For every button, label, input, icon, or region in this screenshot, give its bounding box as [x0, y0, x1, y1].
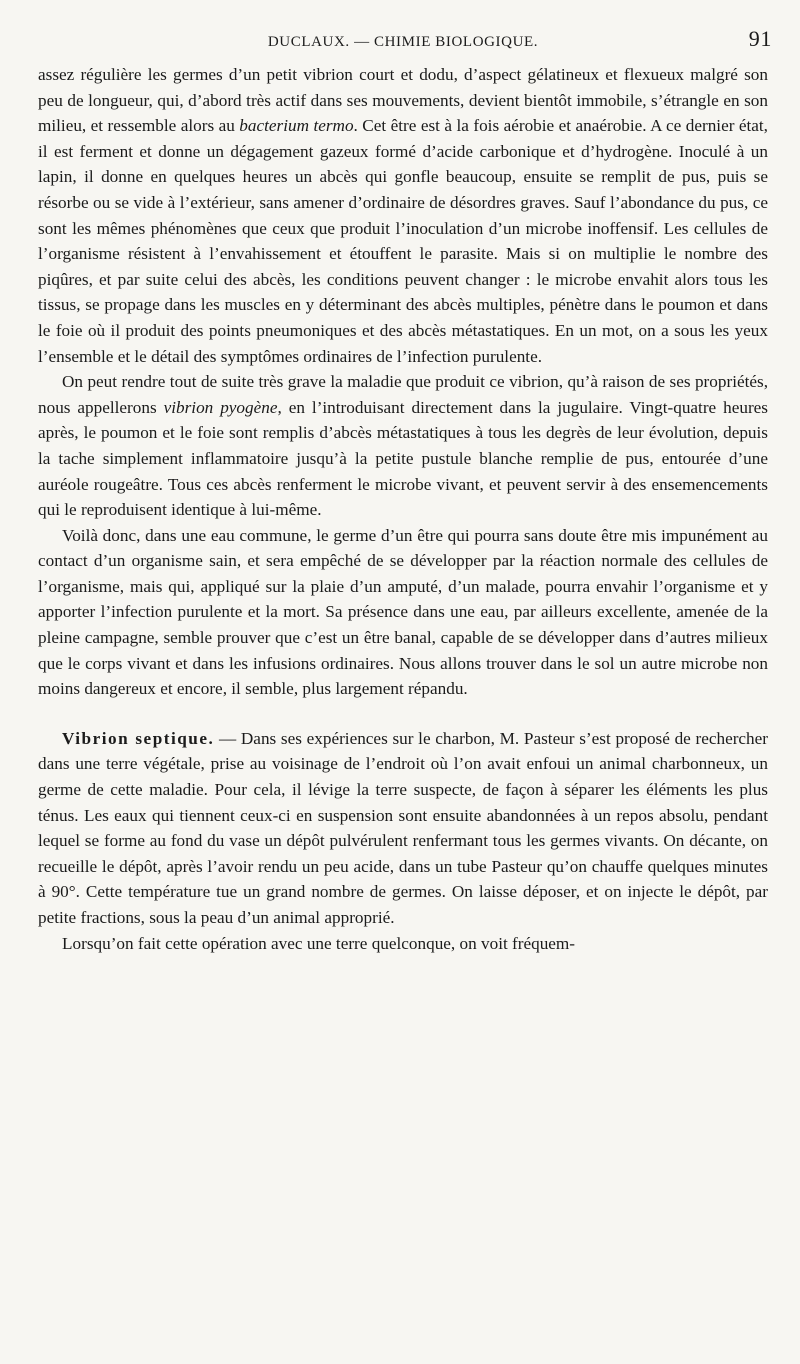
paragraph-2 — [38, 369, 768, 523]
section-spacer — [38, 702, 768, 726]
section-heading: Vibrion septique. — [62, 728, 215, 748]
paragraph-2-text-b: , en l’introduisant directement dans la jugulaire. Vingt-quatre heures après, le poumon et le foie sont remplis d’abcès métastatiques à tous les degrès de leur évolution, depuis la tache simplement inflammatoire jusqu’à la petite pustule blanche remplie de pus, entourée d’une auréole rougeâtre. Tous ces abcès renferment le microbe vivant, et peuvent servir à des ensemencements qui le reproduisent identique à lui-même. — [38, 397, 768, 520]
paragraph-4 — [38, 726, 768, 931]
paragraph-3 — [38, 523, 768, 702]
book-page — [38, 26, 772, 956]
paragraph-1-text-a: assez régulière les germes d’un petit vibrion court et dodu, d’aspect gélatineux et flexueux malgré son peu de longueur, qui, d’abord très actif dans ses mouvements, devient bientôt immobile, s’étrangle en son milieu, et ressemble alors au — [38, 65, 768, 136]
paragraph-1 — [38, 62, 768, 369]
paragraph-4-text: — Dans ses expériences sur le charbon, M. Pasteur s’est proposé de rechercher dans une terre végétale, prise au voisinage de l’endroit où l’on avait enfoui un animal charbonneux, un germe de cette maladie. Pour cela, il lévige la terre suspecte, de façon à séparer les éléments les plus ténus. Les eaux qui tiennent ceux-ci en suspension sont ensuite abandonnées à un repos absolu, pendant lequel se forme au fond du vase un dépôt pulvérulent renfermant tous les germes vivants. On décante, on recueille le dépôt, après l’avoir rendu un peu acide, dans un tube Pasteur qu’on chauffe quelques minutes à 90°. Cette température tue un grand nombre de germes. On laisse déposer, et on injecte le dépôt, par petite fractions, sous la peau d’un animal approprié. — [38, 728, 768, 927]
running-header — [38, 26, 772, 58]
paragraph-1-italic-term: bacterium termo — [239, 116, 354, 136]
page-number: 91 — [748, 26, 772, 51]
paragraph-2-text-a: On peut rendre tout de suite très grave la maladie que produit ce vibrion, qu’à raison de ses propriétés, nous appellerons — [38, 372, 768, 417]
paragraph-3-text: Voilà donc, dans une eau commune, le germe d’un être qui pourra sans doute être mis impunément au contact d’un organisme sain, et sera empêché de se développer par la réaction normale des cellules de l’organisme, mais qui, appliqué sur la plaie d’un amputé, d’un malade, pourra envahir l’organisme et y apporter l’infection purulente et la mort. Sa présence dans une eau, par ailleurs excellente, amenée de la pleine campagne, semble prouver que c’est un être banal, capable de se développer dans d’autres milieux que le corps vivant et dans les infusions ordinaires. Nous allons trouver dans le sol un autre microbe non moins dangereux et encore, il semble, plus largement répandu. — [38, 525, 768, 699]
paragraph-5 — [38, 931, 768, 957]
running-title: DUCLAUX. — CHIMIE BIOLOGIQUE. — [267, 34, 539, 50]
page-body — [38, 62, 768, 956]
paragraph-1-text-b: . Cet être est à la fois aérobie et anaérobie. A ce dernier état, il est ferment et donne un dégagement gazeux formé d’acide carbonique et d’hydrogène. Inoculé à un lapin, il donne en quelques heures un abcès qui gonfle beaucoup, ensuite se remplit de pus, puis se résorbe ou se vide à l’extérieur, sans amener d’ordinaire de désordres graves. Sauf l’abondance du pus, ce sont les mêmes phénomènes que ceux que produit l’inoculation d’un microbe inoffensif. Les cellules de l’organisme résistent à l’envahissement et étouffent le parasite. Mais si on multiplie le nombre des piqûres, et par suite celui des abcès, les conditions peuvent changer : le microbe envahit alors tous les tissus, se propage dans les muscles en y déterminant des abcès multiples, pénètre dans le poumon et dans le foie où il produit des points pneumoniques et des abcès métastatiques. En un mot, on a sous les yeux l’ensemble et le détail des symptômes ordinaires de l’infection purulente. — [38, 116, 768, 366]
paragraph-5-text: Lorsqu’on fait cette opération avec une terre quelconque, on voit fréquem- — [62, 933, 576, 953]
paragraph-2-italic-term: vibrion pyogène — [163, 397, 278, 417]
